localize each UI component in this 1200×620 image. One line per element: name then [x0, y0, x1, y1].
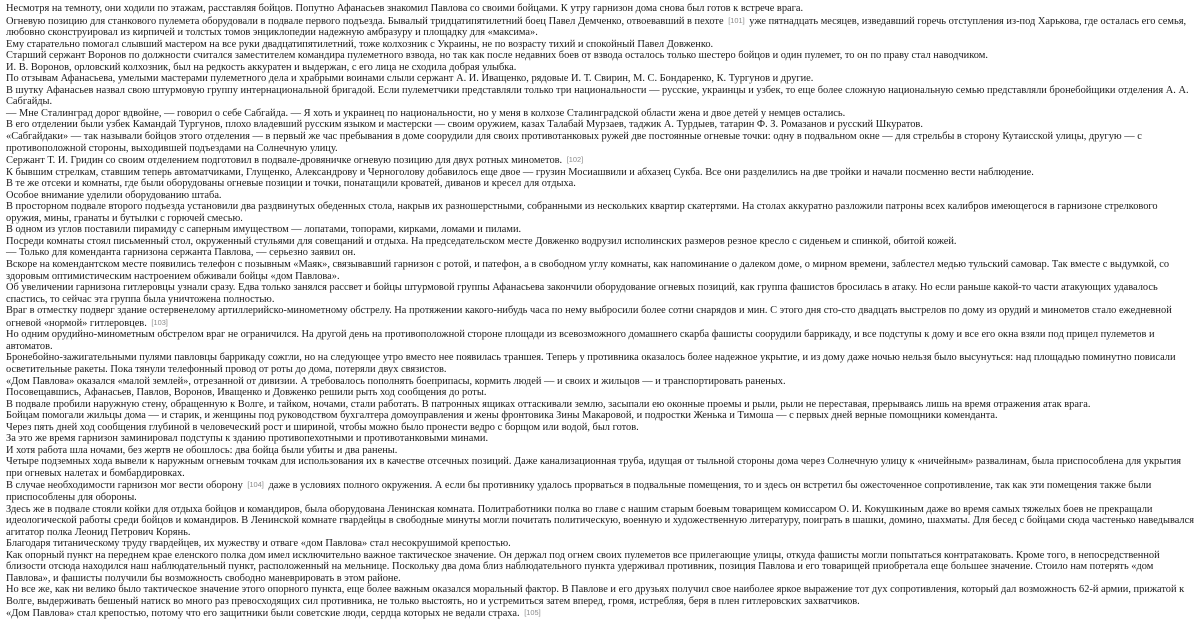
paragraph [6, 3, 1194, 15]
paragraph [6, 387, 1194, 399]
paragraph [6, 479, 1194, 503]
paragraph-text: По отзывам Афанасьева, умелыми мастерами пулеметного дела и храбрыми воинами слыли сержант А. И. Иващенко, рядовые И. Т. Свирин, М. С. Бондаренко, К. Тургунов и другие. [6, 73, 814, 85]
paragraph-text: Посовещавшись, Афанасьев, Павлов, Воронов, Иващенко и Довженко решили рыть ход сообщения до роты. [6, 387, 487, 399]
footnote-link[interactable]: [104] [247, 480, 264, 490]
paragraph [6, 154, 1194, 167]
paragraph [6, 456, 1194, 479]
paragraph-text: В его отделении были узбек Камандай Тургунов, плохо владевший русским языком и мастерски — своим оружием, казах Талабай Мурзаев, таджик А. Турдыев, татарин Ф. З. Ромазанов и русский Шкуратов. [6, 119, 923, 131]
paragraph [6, 504, 1194, 539]
paragraph [6, 550, 1194, 585]
paragraph [6, 352, 1194, 375]
paragraph [6, 15, 1194, 39]
paragraph [6, 108, 1194, 120]
paragraph [6, 376, 1194, 388]
paragraph-text: И хотя работа шла ночами, без жертв не обошлось: два бойца были убиты и два ранены. [6, 444, 398, 456]
paragraph [6, 329, 1194, 352]
footnote-link[interactable]: [102] [566, 155, 584, 165]
paragraph-text: Старший сержант Воронов по должности считался заместителем командира пулеметного взвода, но так как после недавних боев от взвода осталось только шестеро бойцов и один пулемет, то он по праву стал наводчиком. [6, 50, 988, 62]
footnote-link[interactable]: [101] [728, 15, 745, 25]
paragraph-text: — Мне Сталинград дорог вдвойне, — говорил о себе Сабгайда. — Я хоть и украинец по национальности, но у меня в колхозе Сталинградской области жена и двое детей у немцев остались. [6, 107, 846, 119]
paragraph-text: Вскоре на комендантском месте появились телефон с позывным «Маяк», связывавший гарнизон с ротой, и патефон, а в свободном углу комнаты, как напоминание о далеком доме, о мирном времени, заблестел медью тульский самовар. Так вместе с выдумкой, со здоровым оптимистическим настроением обживали бойцы «дом Павлова». [6, 259, 1170, 282]
paragraph-text: Бронебойно-зажигательными пулями павловцы баррикаду сожгли, но на следующее утро вместо нее появилась траншея. Теперь у противника оказалось более надежное укрытие, и из дому даже ночью нельзя было высунуться: над площадью поминутно повисали осветительные ракеты. Пока тянули телефонный провод от роты до дома, потеряли двух связистов. [6, 352, 1176, 375]
paragraph [6, 131, 1194, 154]
paragraph [6, 399, 1194, 411]
paragraph-text: Посреди комнаты стоял письменный стол, окруженный стульями для совещаний и отдыха. На председательском месте Довженко водрузил исполинских размеров резное кресло с сиденьем и спинкой, обитой кожей. [6, 235, 957, 247]
paragraph [6, 422, 1194, 434]
paragraph [6, 282, 1194, 305]
paragraph-text: В просторном подвале второго подъезда установили два раздвинутых обеденных стола, накрыв их разношерстными, собранными из нескольких квартир скатертями. На столах аккуратно разложили патроны всех калибров имеющегося в гарнизоне стрелкового оружия, мины, гранаты и бутылки с горючей смесью. [6, 201, 1158, 224]
paragraph-text: Но все же, как ни велико было тактическое значение этого опорного пункта, еще более важным оказался моральный фактор. В Павлове и его друзьях получил свое наиболее яркое выражение тот дух сопротивления, который дал возможность 62-й армии, прижатой к Волге, выдерживать бешеный натиск во много раз превосходящих сил противника, не только выстоять, но и устремиться затем вперед, громя, истребляя, беря в плен гитлеровских захватчиков. [6, 584, 1185, 607]
paragraph-text: Об увеличении гарнизона гитлеровцы узнали сразу. Едва только занялся рассвет и бойцы штурмовой группы Афанасьева закончили оборудование огневых позиций, как группа фашистов бросилась в атаку. Но если раньше какой-то части атакующих удавалось спастись, то сейчас эта группа была уничтожена полностью. [6, 282, 1158, 305]
paragraph [6, 50, 1194, 62]
paragraph-text: «Дом Павлова» стал крепостью, потому что его защитники были советские люди, сердца которых не ведали страха. [6, 608, 520, 620]
paragraph-text: «Дом Павлова» оказался «малой землей», отрезанной от дивизии. А требовалось пополнять боеприпасы, кормить людей — и своих и жильцов — и транспортировать раненых. [6, 375, 786, 387]
paragraph-text: даже в условиях полного окружения. А если бы противнику удалось прорваться в подвальные помещения, то и здесь он встретил бы ожесточенное сопротивление, так как эти помещения также были приспособлены для обороны. [6, 480, 1152, 503]
paragraph [6, 433, 1194, 445]
paragraph-text: За это же время гарнизон заминировал подступы к зданию противопехотными и противотанковыми минами. [6, 433, 489, 445]
paragraph [6, 584, 1194, 607]
paragraph-text: Особое внимание уделили оборудованию штаба. [6, 189, 222, 201]
paragraph-text: В одном из углов поставили пирамиду с саперным имуществом — лопатами, топорами, кирками, ломами и пилами. [6, 224, 522, 236]
paragraph-text: Как опорный пункт на переднем крае еленского полка дом имел исключительно важное тактическое значение. Он держал под огнем своих пулеметов все прилегающие улицы, откуда фашисты могли попытаться контратаковать. Кроме того, в непосредственной близости отсюда находился наш наблюдательный пункт, расположенный на мельнице. Поскольку два дома близ наблюдательного пункта удерживал противник, позиция Павлова и его товарищей приобретала еще большее значение. Стоило нам потерять «дом Павлова», и фашисты получили бы возможность свободно маневрировать в этом районе. [6, 549, 1160, 584]
footnote-link[interactable]: [105] [524, 608, 541, 618]
paragraph [6, 224, 1194, 236]
paragraph-text: Через пять дней ход сообщения глубиной в человеческий рост и шириной, чтобы можно было пронести ведро с борщом или водой, был готов. [6, 421, 639, 433]
paragraph-text: Четыре подземных хода вывели к наружным огневым точкам для использования их в качестве отсечных позиций. Даже канализационная труба, идущая от тыльной стороны дома через Солнечную улицу к «ничейным» развалинам, была приспособлена для укрытия при огневых налетах и бомбардировках. [6, 456, 1182, 479]
paragraph-text: Ему старательно помогал слывший мастером на все руки двадцатипятилетний, тоже колхозник с Украины, не по возрасту тихий и спокойный Павел Довженко. [6, 38, 714, 50]
paragraph [6, 119, 1194, 131]
paragraph [6, 167, 1194, 179]
paragraph-text: уже пятнадцать месяцев, изведавший горечь отступления из-под Харькова, где осталась его семья, любовно сконструировал из кирпичей и толстых томов энциклопедии надежную амбразуру и площадку для «максима». [6, 15, 1187, 39]
paragraph [6, 39, 1194, 51]
paragraph [6, 607, 1194, 620]
paragraph-text: Несмотря на темноту, они ходили по этажам, расставляя бойцов. Попутно Афанасьев знакомил Павлова со своими бойцами. К утру гарнизон дома снова был готов к встрече врага. [6, 3, 804, 14]
paragraph-text: В подвале пробили наружную стену, обращенную к Волге, и тайком, ночами, стали работать. В патронных ящиках оттаскивали землю, засыпали ею оконные проемы и рыли, рыли не переставая, прерываясь лишь на время отражения атак врага. [6, 398, 1091, 410]
paragraph [6, 410, 1194, 422]
paragraph-text: В случае необходимости гарнизон мог вести оборону [6, 480, 243, 492]
paragraph-text: Здесь же в подвале стояли койки для отдыха бойцов и командиров, была оборудована Ленинская комната. Политработники полка во главе с нашим старым боевым товарищем комиссаром О. И. Кокушкиным даже во время самых тяжелых боев не прекращали идеологической работы среди бойцов и командиров. В Ленинской комнате гвардейцы в свободные минуты могли почитать политическую, военную и художественную литературу, поиграть в шашки, домино, шахматы. Для бесед с бойцами сюда частенько наведывался агитатор полка Леонид Петрович Корянь. [6, 503, 1194, 538]
paragraph [6, 62, 1194, 74]
paragraph-text: Сержант Т. И. Гридин со своим отделением подготовил в подвале-дровяничке огневую позицию для двух ротных минометов. [6, 155, 563, 167]
paragraph-text: Бойцам помогали жильцы дома — и старик, и женщины под руководством бухгалтера домоуправления и жены фронтовика Зины Макаровой, и подростки Женька и Тимоша — с первых дней верные помощники коменданта. [6, 410, 998, 422]
paragraph [6, 201, 1194, 224]
paragraph-text: Враг в отместку подверг здание остервенелому артиллерийско-минометному обстрелу. На протяжении какого-нибудь часа по нему выбросили более сотни снарядов и мин. С этого дня сто-сто двадцать выстрелов по дому из орудий и минометов стало ежедневной огневой «нормой» гитлеровцев. [6, 305, 1172, 329]
paragraph-text: В шутку Афанасьев назвал свою штурмовую группу интернациональной бригадой. Если пулеметчики представляли только три национальности — русские, украинцы и узбек, то еще более сложную национальную семью представляли бронебойщики отделения А. А. Сабгайды. [6, 84, 1189, 108]
paragraph [6, 190, 1194, 202]
paragraph [6, 178, 1194, 190]
paragraph-text: «Сабгайдаки» — так называли бойцов этого отделения — в первый же час пребывания в доме соорудили для своих противотанковых ружей две постоянные огневые точки: одну в подвальном окне — для стрельбы в сторону Кутаисской улицы, другую — с противоположной стороны, выходившей подъездами на Солнечную улицу. [6, 131, 1142, 154]
paragraph [6, 445, 1194, 457]
footnote-link[interactable]: [103] [151, 317, 168, 327]
paragraph-text: В те же отсеки и комнаты, где были оборудованы огневые позиции и точки, понатащили кроватей, диванов и кресел для отдыха. [6, 178, 576, 190]
paragraph [6, 73, 1194, 85]
paragraph [6, 247, 1194, 259]
paragraph-text: — Только для коменданта гарнизона сержанта Павлова, — серьезно заявил он. [6, 247, 356, 259]
paragraph-text: Благодаря титаническому труду гвардейцев, их мужеству и отваге «дом Павлова» стал несокрушимой крепостью. [6, 538, 511, 550]
paragraph-text: И. В. Воронов, орловский колхозник, был на редкость аккуратен и выдержан, с его лица не сходила добрая улыбка. [6, 61, 517, 73]
paragraph-text: К бывшим стрелкам, ставшим теперь автоматчиками, Глущенко, Александрову и Черноголову добавилось еще двое — грузин Мосиашвили и абхазец Сукба. Все они разделились на две тройки и начали посменно вести наблюдение. [6, 166, 1034, 178]
paragraph [6, 259, 1194, 282]
paragraph [6, 236, 1194, 248]
paragraph [6, 305, 1194, 329]
paragraph-text: Огневую позицию для станкового пулемета оборудовали в подвале первого подъезда. Бывалый тридцатипятилетний боец Павел Демченко, отвоевавший в пехоте [6, 15, 724, 27]
paragraph [6, 85, 1194, 108]
paragraph [6, 538, 1194, 550]
paragraph-text: Но одним орудийно-минометным обстрелом враг не ограничился. На другой день на противоположной стороне площади из всевозможного домашнего скарба фашисты соорудили баррикаду, и все подступы к дому и все его окна взяли под прицел пулеметов и автоматов. [6, 329, 1155, 352]
